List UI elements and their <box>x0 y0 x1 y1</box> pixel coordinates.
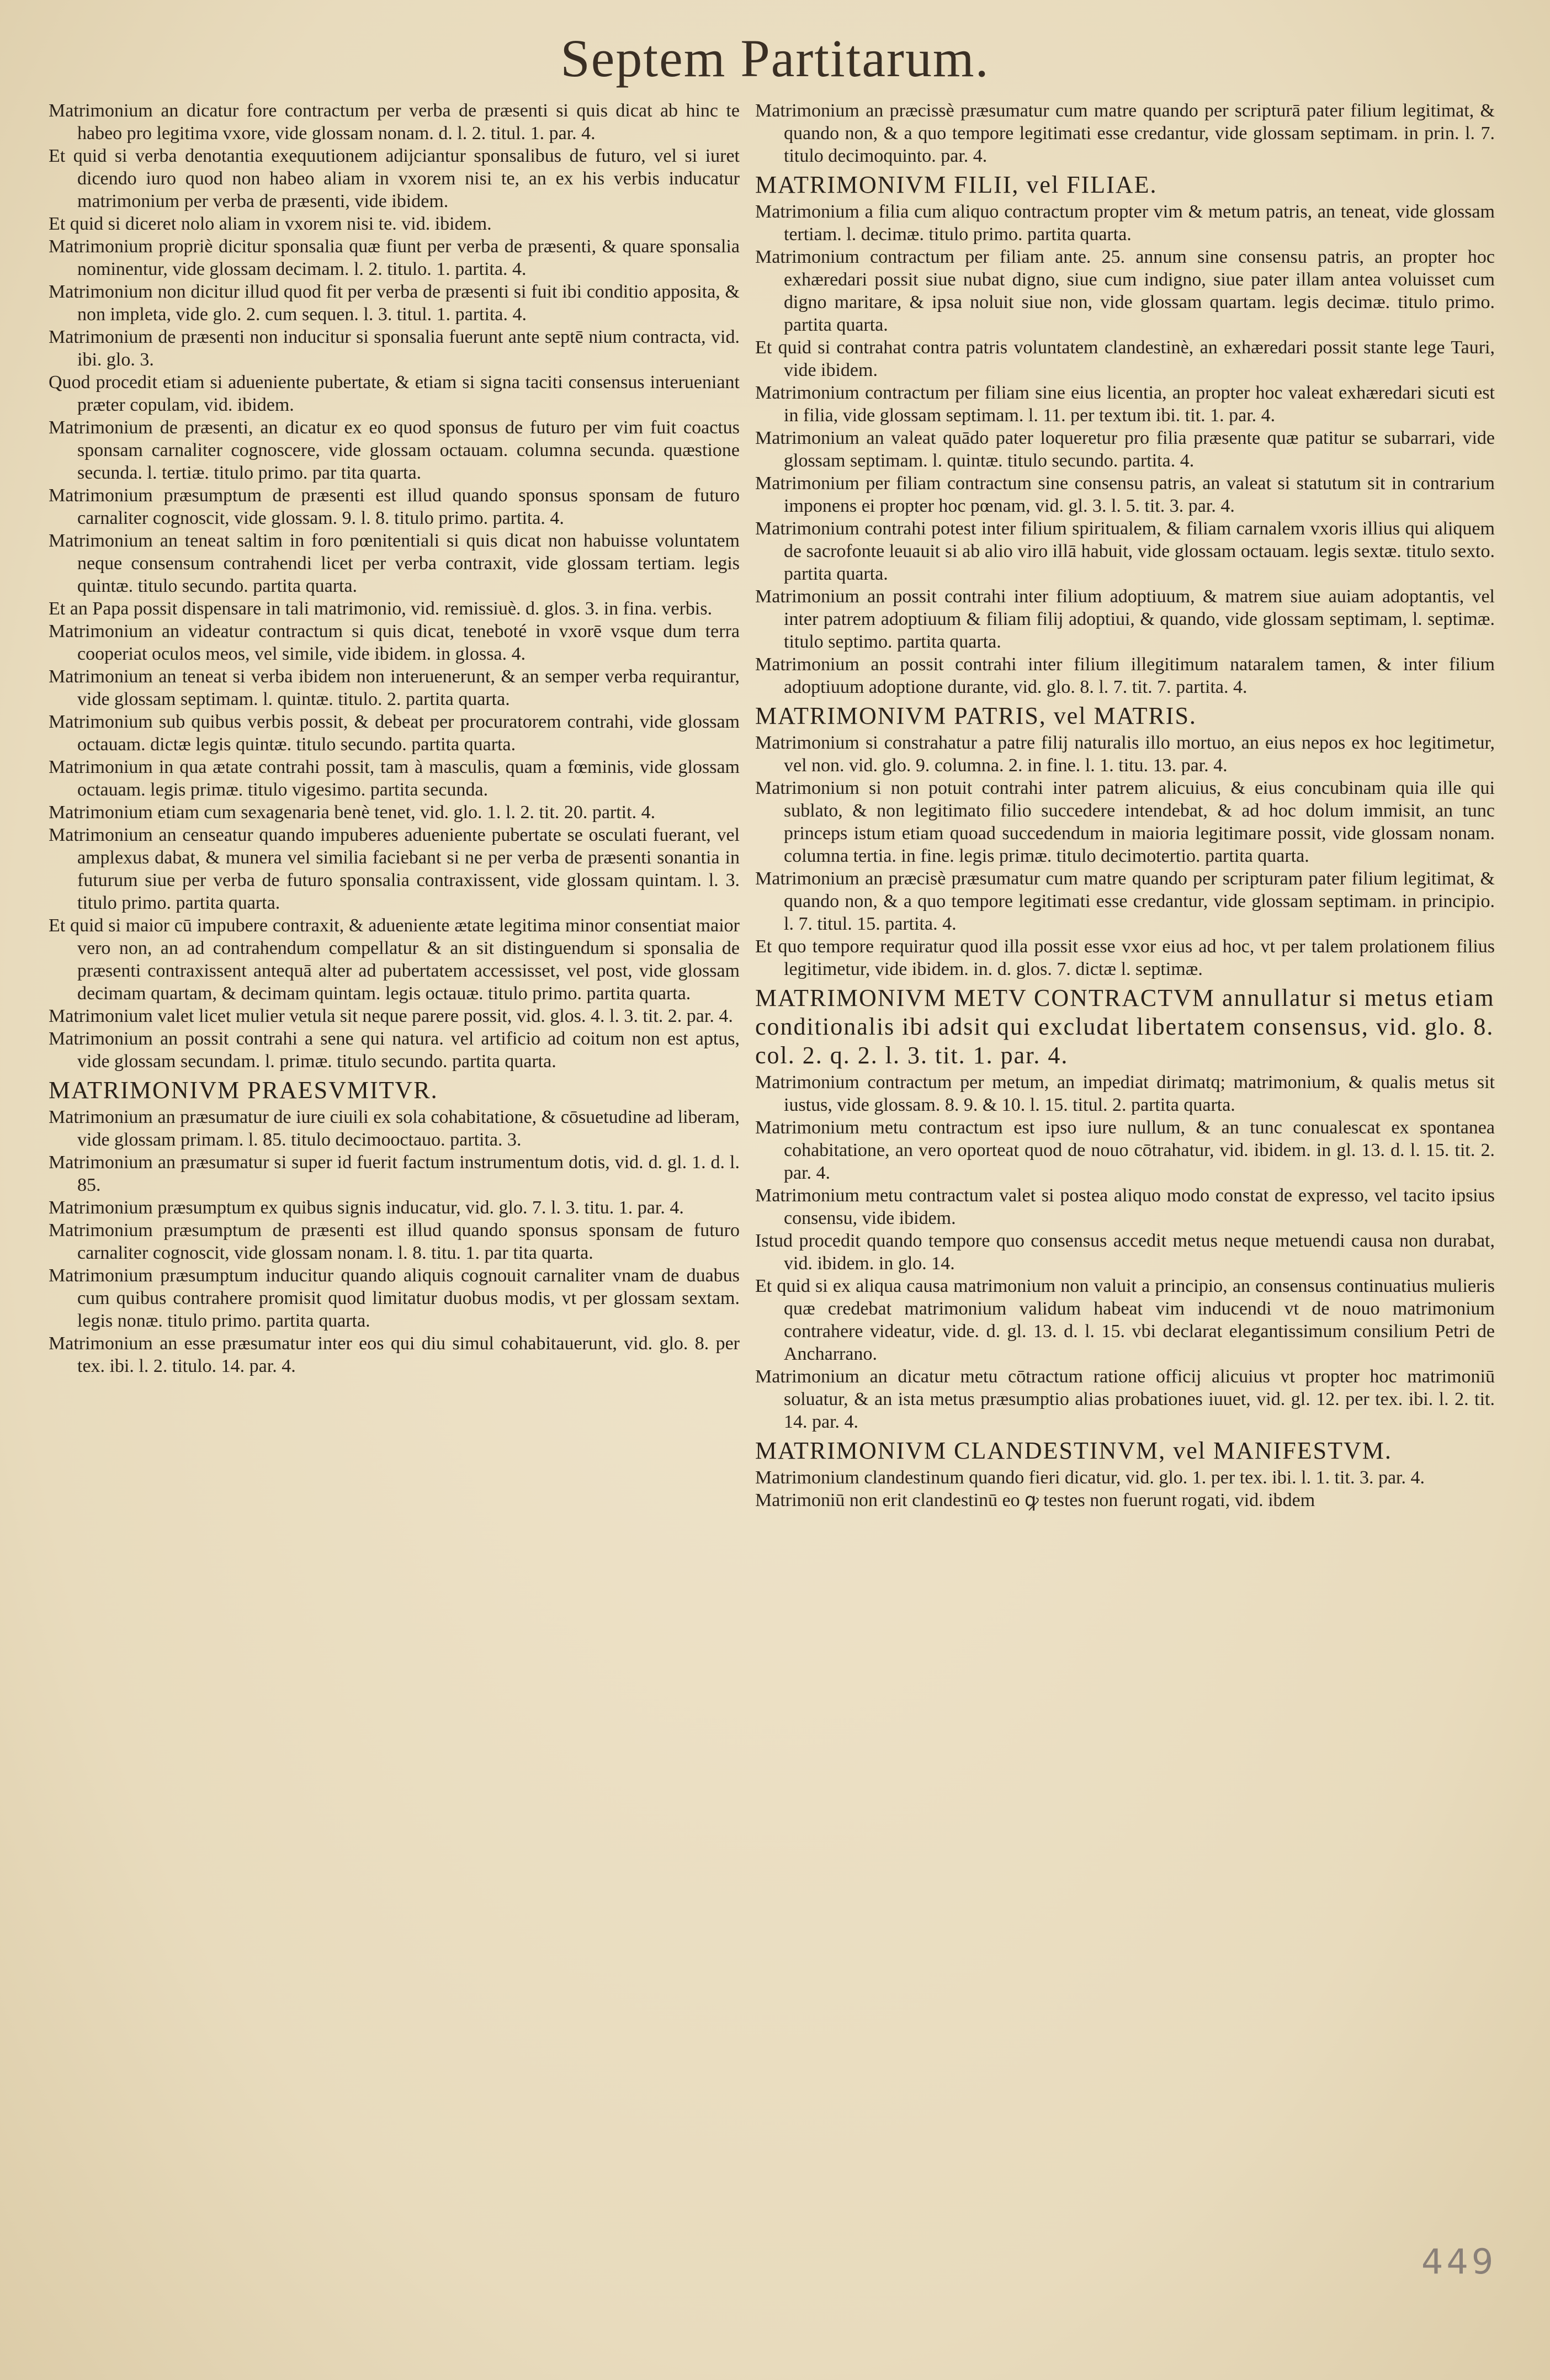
index-entry: Et quid si maior cū impubere contraxit, & adueniente ætate legitima minor consentiat maior vero non, an ad contrahendum compellatur & an sit distinguendum si sponsalia de præsenti contraxissent antequā alter ad pubertatem accessisset, vel post, vide glossam decimam quartam, & decimam quintam. legis octauæ. titulo primo. partita quarta. <box>49 915 740 1004</box>
index-entry: Matrimonium an teneat si verba ibidem non interuenerunt, & an semper verba requirantur, vide glossam septimam. l. quintæ. titulo. 2. partita quarta. <box>49 666 740 709</box>
section-heading: MATRIMONIVM FILII, vel FILIAE. <box>755 171 1158 198</box>
index-entry: Matrimonium an præcissè præsumatur cum matre quando per scripturā pater filium legitimat, & quando non, & a quo tempore legitimati esse credantur, vide glossam septimam. in prin. l. 7. titulo decimoquinto. par. 4. <box>755 100 1495 166</box>
index-entry: Et an Papa possit dispensare in tali matrimonio, vid. remissiuè. d. glos. 3. in fina. verbis. <box>49 598 713 619</box>
index-entry: Matrimonium metu contractum valet si postea aliquo modo constat de expresso, vel tacito ipsius consensu, vide ibidem. <box>755 1185 1495 1228</box>
index-entry: Matrimonium si non potuit contrahi inter patrem alicuius, & eius concubinam quia ille qui sublato, & non legitimato filio succedere intendebat, & ad hoc dolum immisit, an tunc princeps istum etiam quoad succedendum in maioria legitimare possit, vide glossam nonam. columna tertia. in fine. legis primæ. titulo decimotertio. partita quarta. <box>755 778 1495 866</box>
running-head: Septem Partitarum. <box>560 29 990 88</box>
index-entry: Matrimonium an censeatur quando impuberes adueniente pubertate se osculati fuerant, vel amplexus dabat, & munera vel similia faciebant si ne per verba de præsenti sonantia in futurum siue per verba de futuro sponsalia contraxissent, vide glossam quintam. l. 3. titulo primo. partita quarta. <box>49 825 740 913</box>
index-entry: Matrimonium de præsenti, an dicatur ex eo quod sponsus de futuro per vim fuit coactus sponsam carnaliter cognoscere, vide glossam octauam. columna secunda. quæstione secunda. l. tertiæ. titulo primo. par tita quarta. <box>49 417 740 483</box>
index-entry: Istud procedit quando tempore quo consensus accedit metus neque metuendi causa non durabat, vid. ibidem. in glo. 14. <box>755 1231 1495 1274</box>
index-entry: Matrimonium præsumptum inducitur quando aliquis cognouit carnaliter vnam de duabus cum quibus contrahere promisit quod limitatur duobus modis, vt per glossam sextam. legis nonæ. titulo primo. partita quarta. <box>49 1265 740 1331</box>
index-entry: Matrimonium an possit contrahi inter filium adoptiuum, & matrem siue auiam adoptantis, vel inter patrem adoptiuum & filiam filij adoptiui, & quando, vide glossam septimam, l. septimæ. titulo septimo. partita quarta. <box>755 586 1495 652</box>
left-column <box>49 99 740 1377</box>
index-entry: Matrimonium de præsenti non inducitur si sponsalia fuerunt ante septē nium contracta, vid. ibi. glo. 3. <box>49 327 740 370</box>
index-entry: Matrimonium an præsumatur si super id fuerit factum instrumentum dotis, vid. d. gl. 1. d. l. 85. <box>49 1152 740 1195</box>
index-entry: Matrimonium an dicatur fore contractum per verba de præsenti si quis dicat ab hinc te habeo pro legitima vxore, vide glossam nonam. d. l. 2. titul. 1. par. 4. <box>49 100 740 144</box>
index-entry: Matrimonium an valeat quādo pater loqueretur pro filia præsente quæ patitur se subarrari, vide glossam septimam. l. quintæ. titulo secundo. partita. 4. <box>755 428 1495 471</box>
index-entry: Et quid si contrahat contra patris voluntatem clandestinè, an exhæredari possit stante lege Tauri, vide ibidem. <box>755 337 1495 380</box>
index-entry: Matrimonium an possit contrahi inter filium illegitimum nataralem tamen, & inter filium adoptiuum adoptione durante, vid. glo. 8. l. 7. tit. 7. partita. 4. <box>755 654 1495 697</box>
index-entry: Matrimonium an possit contrahi a sene qui natura. vel artificio ad coitum non est aptus, vide glossam secundam. l. primæ. titulo secundo. partita quarta. <box>49 1029 740 1072</box>
index-entry: Matrimonium etiam cum sexagenaria benè tenet, vid. glo. 1. l. 2. tit. 20. partit. 4. <box>49 802 656 823</box>
index-entry: Matrimonium an esse præsumatur inter eos qui diu simul cohabitauerunt, vid. glo. 8. per tex. ibi. l. 2. titulo. 14. par. 4. <box>49 1333 740 1376</box>
section-heading: MATRIMONIVM PATRIS, vel MATRIS. <box>755 702 1197 729</box>
index-entry: Matrimonium metu contractum est ipso iure nullum, & an tunc conualescat ex spontanea cohabitatione, an vero oporteat quod de nouo cōtrahatur, vid. ibidem. in gl. 13. d. l. 15. tit. 2. par. 4. <box>755 1117 1495 1183</box>
index-entry: Et quid si verba denotantia exequutionem adijciantur sponsalibus de futuro, vel si iuret dicendo iuro quod non habeo aliam in vxorem nisi te, an ex his verbis inducatur matrimonium per verba de præsenti, vide ibidem. <box>49 146 740 211</box>
section-heading: MATRIMONIVM CLANDESTINVM, vel MANIFESTVM. <box>755 1437 1392 1464</box>
index-entry: Matrimoniū non erit clandestinū eo ꝙ testes non fuerunt rogati, vid. ibdem <box>755 1490 1315 1510</box>
index-entry: Et quo tempore requiratur quod illa possit esse vxor eius ad hoc, vt per talem prolationem filius legitimetur, vide ibidem. in. d. glos. 7. dictæ l. septimæ. <box>755 936 1495 979</box>
index-entry: Matrimonium præsumptum de præsenti est illud quando sponsus sponsam de futuro carnaliter cognoscit, vide glossam. 9. l. 8. titulo primo. partita. 4. <box>49 485 740 528</box>
index-entry: Matrimonium an dicatur metu cōtractum ratione officij alicuius vt propter hoc matrimoniū soluatur, & an ista metus præsumptio alias probationes iuuet, vid. gl. 12. per tex. ibi. l. 2. tit. 14. par. 4. <box>755 1366 1495 1432</box>
index-entry: Matrimonium sub quibus verbis possit, & debeat per procuratorem contrahi, vide glossam octauam. dictæ legis quintæ. titulo secundo. partita quarta. <box>49 712 740 755</box>
index-entry: Matrimonium valet licet mulier vetula sit neque parere possit, vid. glos. 4. l. 3. tit. 2. par. 4. <box>49 1006 733 1026</box>
section-heading: MATRIMONIVM PRAESVMITVR. <box>49 1077 438 1104</box>
index-entry: Matrimonium a filia cum aliquo contractum propter vim & metum patris, an teneat, vide glossam tertiam. l. decimæ. titulo primo. partita quarta. <box>755 202 1495 245</box>
section-heading: MATRIMONIVM METV CONTRACTVM annullatur si metus etiam conditionalis ibi adsit qui excludat libertatem consensus, vid. glo. 8. col. 2. q. 2. l. 3. tit. 1. par. 4. <box>755 984 1495 1069</box>
index-entry: Matrimonium præsumptum ex quibus signis inducatur, vid. glo. 7. l. 3. titu. 1. par. 4. <box>49 1197 684 1218</box>
index-entry: Matrimonium clandestinum quando fieri dicatur, vid. glo. 1. per tex. ibi. l. 1. tit. 3. par. 4. <box>755 1467 1425 1488</box>
index-entry: Matrimonium propriè dicitur sponsalia quæ fiunt per verba de præsenti, & quare sponsalia nominentur, vide glossam decimam. l. 2. titulo. 1. partita. 4. <box>49 236 740 279</box>
index-entry: Matrimonium an videatur contractum si quis dicat, teneboté in vxorē vsque dum terra cooperiat oculos meos, vel simile, vide ibidem. in glossa. 4. <box>49 621 740 664</box>
index-entry: Quod procedit etiam si adueniente pubertate, & etiam si signa taciti consensus interueniant præter copulam, vid. ibidem. <box>49 372 740 415</box>
index-entry: Matrimonium si constrahatur a patre filij naturalis illo mortuo, an eius nepos ex hoc legitimetur, vel non. vid. glo. 9. columna. 2. in fine. l. 1. titu. 13. par. 4. <box>755 733 1495 776</box>
right-column <box>755 99 1495 1512</box>
index-entry: Matrimonium an teneat saltim in foro pœnitentiali si quis dicat non habuisse voluntatem neque consensum contrahendi licet per verba contraxit, vide glossam tertiam. legis quintæ. titulo secundo. partita quarta. <box>49 531 740 596</box>
index-entry: Matrimonium præsumptum de præsenti est illud quando sponsus sponsam de futuro carnaliter cognoscit, vide glossam nonam. l. 8. titu. 1. par tita quarta. <box>49 1220 740 1263</box>
folio-number: 449 <box>1421 2241 1497 2282</box>
index-entry: Et quid si ex aliqua causa matrimonium non valuit a principio, an consensus continuatius mulieris quæ credebat matrimonium validum habeat vim inducendi vt de nouo matrimonium contrahere videatur, vide. d. gl. 13. d. l. 15. vbi declarat elegantissimum consilium Petri de Ancharrano. <box>755 1276 1495 1364</box>
index-entry: Matrimonium non dicitur illud quod fit per verba de præsenti si fuit ibi conditio apposita, & non impleta, vide glo. 2. cum sequen. l. 3. titul. 1. partita. 4. <box>49 282 740 325</box>
index-entry: Matrimonium contractum per filiam ante. 25. annum sine consensu patris, an propter hoc exhæredari possit siue nubat digno, siue cum indigno, siue pater illam antea voluisset cum digno maritare, & ipsa noluit siue non, vide glossam quartam. legis decimæ. titulo primo. partita quarta. <box>755 247 1495 335</box>
index-entry: Et quid si diceret nolo aliam in vxorem nisi te. vid. ibidem. <box>49 214 492 234</box>
index-entry: Matrimonium contractum per metum, an impediat dirimatq; matrimonium, & qualis metus sit iustus, vide glossam. 8. 9. & 10. l. 15. titul. 2. partita quarta. <box>755 1072 1495 1115</box>
index-entry: Matrimonium per filiam contractum sine consensu patris, an valeat si statutum sit in contrarium imponens ei propter hoc pœnam, vid. gl. 3. l. 5. tit. 3. par. 4. <box>755 473 1495 516</box>
index-entry: Matrimonium contrahi potest inter filium spiritualem, & filiam carnalem vxoris illius qui aliquem de sacrofonte leuauit si ab alio viro illā habuit, vide glossam octauam. legis sextæ. titulo sexto. partita quarta. <box>755 518 1495 584</box>
index-entry: Matrimonium an præsumatur de iure ciuili ex sola cohabitatione, & cōsuetudine ad liberam, vide glossam primam. l. 85. titulo decimooctauo. partita. 3. <box>49 1107 740 1150</box>
index-entry: Matrimonium an præcisè præsumatur cum matre quando per scripturam pater filium legitimat, & quando non, & a quo tempore legitimati esse credantur, vide glossam septimam. in principio. l. 7. titul. 15. partita. 4. <box>755 868 1495 934</box>
index-entry: Matrimonium contractum per filiam sine eius licentia, an propter hoc valeat exhæredari sicuti est in filia, vide glossam septimam. l. 11. per textum ibi. tit. 1. par. 4. <box>755 383 1495 426</box>
index-entry: Matrimonium in qua ætate contrahi possit, tam à masculis, quam a fœminis, vide glossam octauam. legis primæ. titulo vigesimo. partita secunda. <box>49 757 740 800</box>
